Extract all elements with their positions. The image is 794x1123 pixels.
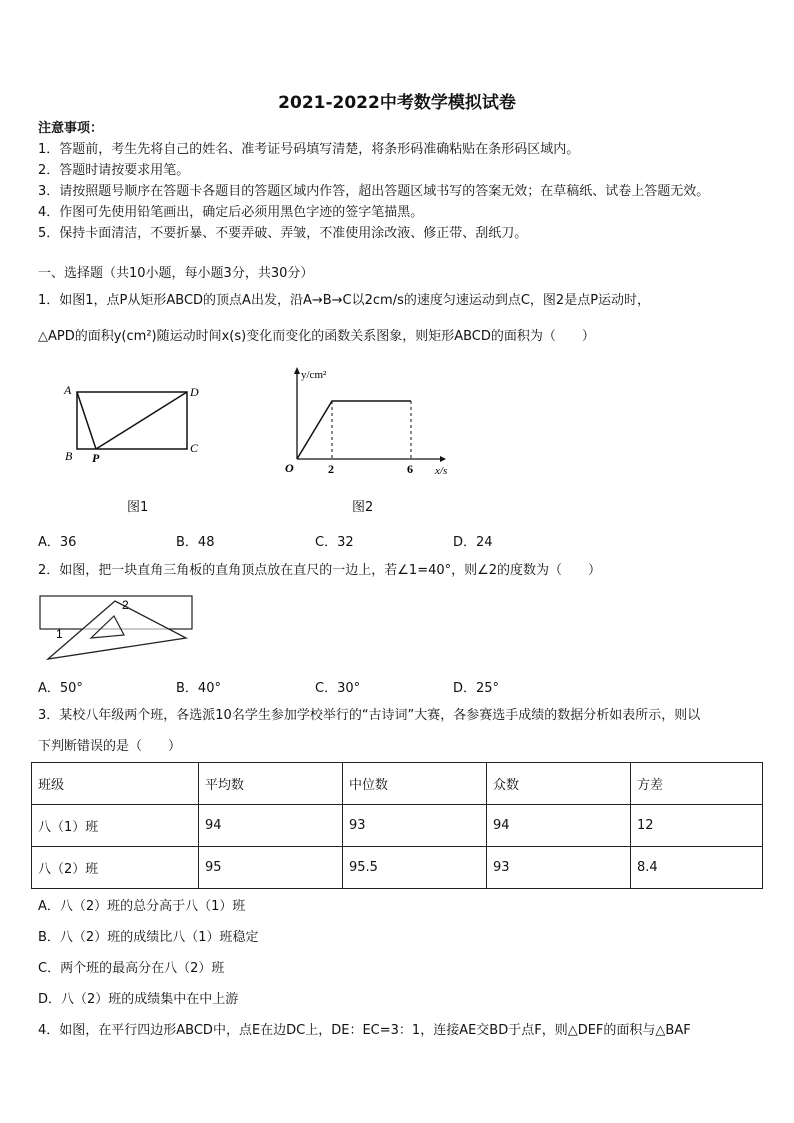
q2-figure <box>36 591 196 663</box>
segment-ap <box>77 392 96 449</box>
q2-option-d[interactable]: D．25° <box>453 681 500 696</box>
label-p: P <box>92 451 100 465</box>
q1-figure-2-caption: 图2 <box>352 500 374 515</box>
table-header-cell: 班级 <box>32 763 199 805</box>
label-c: C <box>190 441 199 455</box>
label-d: D <box>190 385 199 399</box>
table-cell: 93 <box>343 805 487 847</box>
q2-option-c[interactable]: C．30° <box>315 681 361 696</box>
table-cell: 八（1）班 <box>32 805 199 847</box>
q3-text: 3．某校八年级两个班，各选派10名学生参加学校举行的“古诗词”大赛，各参赛选手成绩的数据分析如表所示，则以 <box>38 708 701 723</box>
notice-item: 5．保持卡面清洁，不要折暴、不要弄破、弄皱，不准使用涂改液、修正带、刮纸刀。 <box>38 226 528 241</box>
q1-option-a[interactable]: A．36 <box>38 535 77 550</box>
label-b: B <box>65 449 73 463</box>
angle-2-label: 2 <box>122 598 129 612</box>
graph-line <box>297 401 411 459</box>
q2-text: 2．如图，把一块直角三角板的直角顶点放在直尺的一边上，若∠1=40°，则∠2的度数为（ ） <box>38 563 602 578</box>
section-heading: 一、选择题（共10小题，每小题3分，共30分） <box>38 266 314 281</box>
segment-pd <box>96 392 187 449</box>
table-cell: 94 <box>199 805 343 847</box>
table-cell: 93 <box>487 847 631 889</box>
y-axis-label: y/cm² <box>301 369 327 381</box>
q1-figure-1-caption: 图1 <box>127 500 149 515</box>
q3-option-b[interactable]: B．八（2）班的成绩比八（1）班稳定 <box>38 930 259 945</box>
angle-1-label: 1 <box>56 627 63 641</box>
q4-text: 4．如图，在平行四边形ABCD中，点E在边DC上，DE：EC=3：1，连接AE交BD于点F，则△DEF的面积与△BAF <box>38 1023 691 1038</box>
notice-item: 3．请按照题号顺序在答题卡各题目的答题区域内作答，超出答题区域书写的答案无效；在草稿纸、试卷上答题无效。 <box>38 184 710 199</box>
q1-text: △APD的面积y(cm²)随运动时间x(s)变化而变化的函数关系图象，则矩形ABCD的面积为（ ） <box>38 329 595 344</box>
q1-option-b[interactable]: B．48 <box>176 535 215 550</box>
q2-option-a[interactable]: A．50° <box>38 681 83 696</box>
q1-figure-2 <box>275 364 465 479</box>
table-cell: 94 <box>487 805 631 847</box>
notice-item: 2．答题时请按要求用笔。 <box>38 163 190 178</box>
q2-option-b[interactable]: B．40° <box>176 681 221 696</box>
q3-option-a[interactable]: A．八（2）班的总分高于八（1）班 <box>38 899 246 914</box>
table-row <box>32 847 763 889</box>
table-cell: 12 <box>631 805 763 847</box>
notice-item: 1．答题前，考生先将自己的姓名、准考证号码填写清楚，将条形码准确粘贴在条形码区域内。 <box>38 142 580 157</box>
q1-option-c[interactable]: C．32 <box>315 535 354 550</box>
q1-figure-1 <box>60 380 210 465</box>
triangle-ruler <box>48 601 186 659</box>
table-header-cell: 方差 <box>631 763 763 805</box>
table-header-row <box>32 763 763 805</box>
origin-label: O <box>285 461 294 475</box>
table-header-cell: 中位数 <box>343 763 487 805</box>
tick-6: 6 <box>407 462 413 476</box>
y-axis-arrow <box>294 367 300 374</box>
label-a: A <box>64 383 72 397</box>
notice-heading: 注意事项： <box>38 121 104 136</box>
page-title: 2021-2022中考数学模拟试卷 <box>278 93 516 113</box>
table-cell: 八（2）班 <box>32 847 199 889</box>
notice-item: 4．作图可先使用铅笔画出，确定后必须用黑色字迹的签字笔描黑。 <box>38 205 424 220</box>
x-axis-arrow <box>440 456 446 462</box>
q3-table <box>31 762 763 889</box>
q1-text: 1．如图1，点P从矩形ABCD的顶点A出发，沿A→B→C以2cm/s的速度匀速运动到点C，图2是点P运动时， <box>38 293 651 308</box>
table-cell: 8.4 <box>631 847 763 889</box>
q1-option-d[interactable]: D．24 <box>453 535 493 550</box>
q3-option-c[interactable]: C．两个班的最高分在八（2）班 <box>38 961 225 976</box>
table-row <box>32 805 763 847</box>
tick-2: 2 <box>328 462 334 476</box>
q3-text: 下判断错误的是（ ） <box>38 739 182 754</box>
x-axis-label: x/s <box>435 465 448 477</box>
table-cell: 95.5 <box>343 847 487 889</box>
q3-option-d[interactable]: D．八（2）班的成绩集中在中上游 <box>38 992 239 1007</box>
table-header-cell: 众数 <box>487 763 631 805</box>
table-cell: 95 <box>199 847 343 889</box>
table-header-cell: 平均数 <box>199 763 343 805</box>
